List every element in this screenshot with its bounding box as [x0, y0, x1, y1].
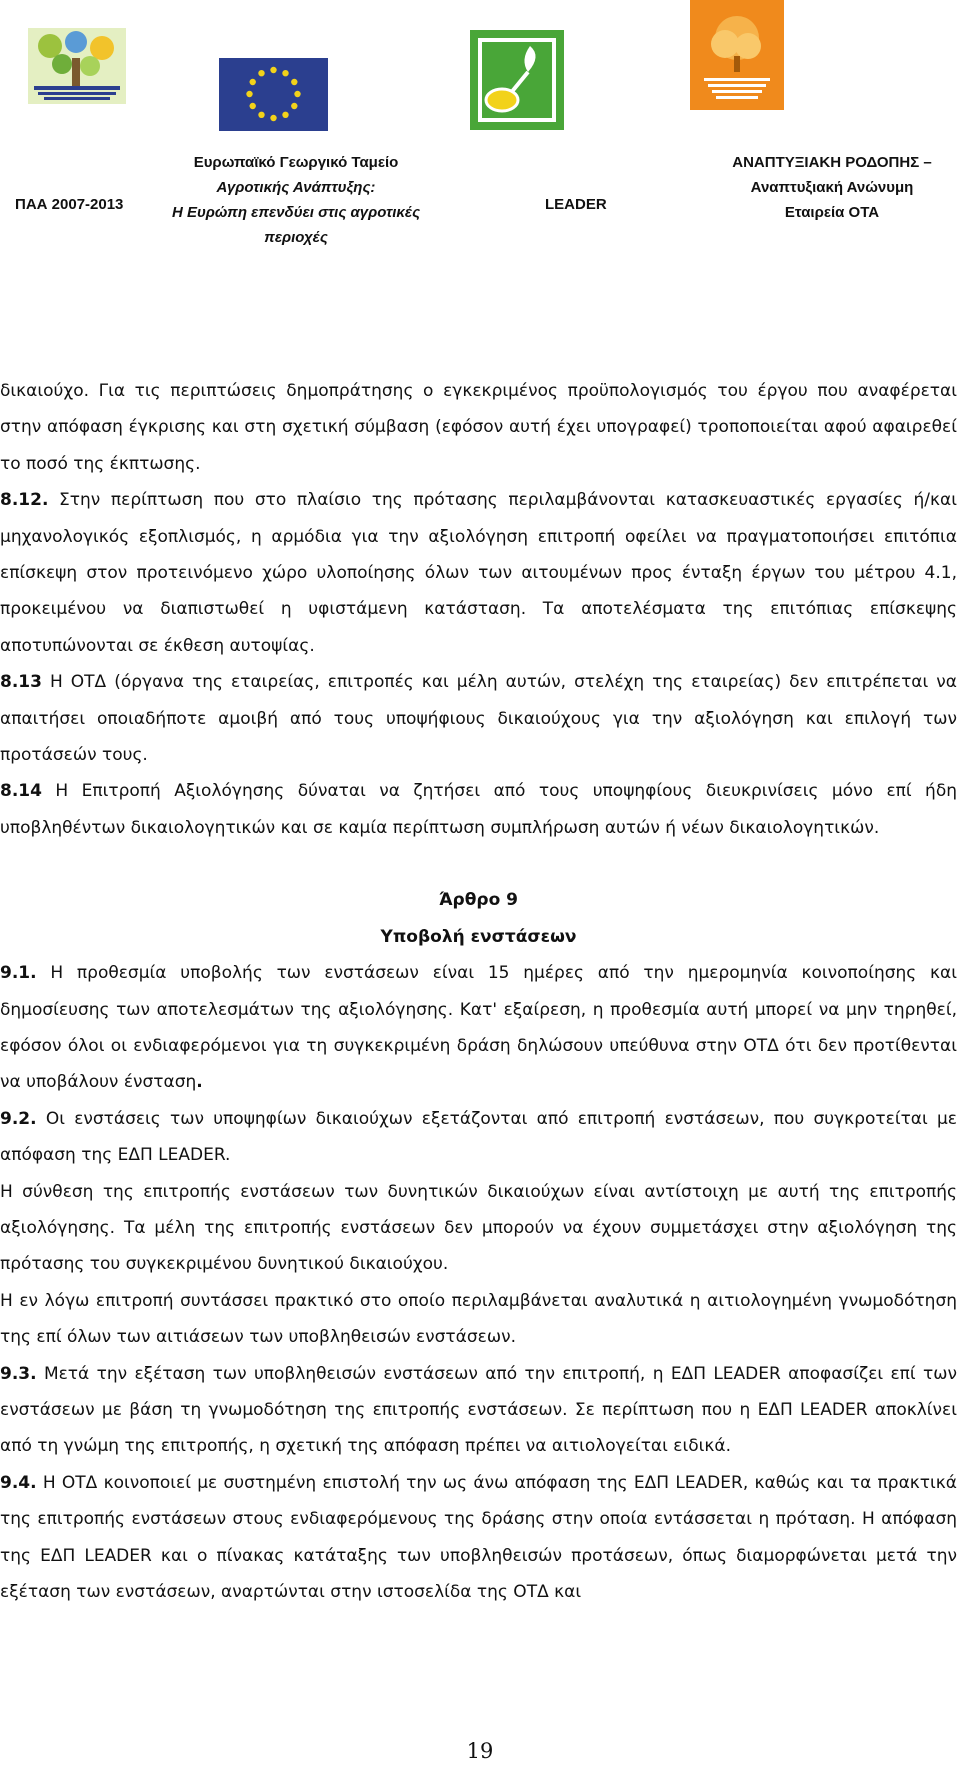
paragraph-9-2-c: Η εν λόγω επιτροπή συντάσσει πρακτικό στο οποίο περιλαμβάνεται αναλυτικά η αιτιολογημένη γνωμοδότηση της επί όλων των αιτιάσεων των υποβληθεισών ενστάσεων.	[0, 1290, 957, 1348]
section-text: Η ΟΤΔ κοινοποιεί με συστημένη επιστολή την ως άνω απόφαση της ΕΔΠ LEADER, καθώς και τα πρακτικά της επιτροπής ενστάσεων στους ενδιαφερόμενους της δράσης στην οποία εντάσσεται η πρόταση. Η απόφαση της ΕΔΠ LEADER και ο πίνακας κατάταξης των υποβληθεισών προτάσεων, όπως διαμορφώνεται μετά την εξέταση των ενστάσεων, αναρτώνται στην ιστοσελίδα της ΟΤΔ και	[0, 1472, 958, 1602]
header-leader-label: LEADER	[545, 196, 607, 213]
section-text: Η προθεσμία υποβολής των ενστάσεων είναι 15 ημέρες από την ημερομηνία κοινοποίησης και δημοσίευσης των αποτελεσμάτων της αξιολόγησης. Κατ' εξαίρεση, η προθεσμία αυτή μπορεί να μην τηρηθεί, εφόσον όλοι οι ενδιαφερόμενοι για τη συγκεκριμένη δράση δηλώσουν υπεύθυνα στην ΟΤΔ ότι δεν προτίθενται να υποβάλουν ένσταση	[0, 963, 958, 1093]
anaptyxiaki-rodopis-logo	[690, 0, 784, 110]
header-adp-label	[712, 150, 952, 225]
header-eagff-label	[171, 150, 421, 250]
paragraph-continuation: δικαιούχο. Για τις περιπτώσεις δημοπράτησης ο εγκεκριμένος προϋπολογισμός του έργου που αναφέρεται στην απόφαση έγκρισης και στη σχετική σύμβαση (εφόσον αυτή έχει υπογραφεί) τροποποιείται αφού αφαιρεθεί το ποσό της έκπτωσης.	[0, 381, 957, 474]
section-number: 8.12.	[0, 490, 49, 511]
leader-logo	[470, 30, 564, 130]
header-adp-line-3: Εταιρεία ΟΤΑ	[784, 204, 880, 221]
section-8-13	[0, 664, 957, 773]
section-text: Οι ενστάσεις των υποψηφίων δικαιούχων εξετάζονται από επιτροπή ενστάσεων, που συγκροτείται με απόφαση της ΕΔΠ LEADER.	[0, 1108, 957, 1166]
section-number: 9.2.	[0, 1108, 37, 1129]
header-eagff-line-2: Αγροτικής Ανάπτυξης:	[216, 179, 376, 196]
section-text: Στην περίπτωση που στο πλαίσιο της πρότασης περιλαμβάνονται κατασκευαστικές εργασίες ή/και μηχανολογικός εξοπλισμός, η αρμόδια για την αξιολόγηση επιτροπή οφείλει να πραγματοποιήσει επιτόπια επίσκεψη στον προτεινόμενο χώρο υλοποίησης όλων των αιτουμένων προς ένταξη έργων του μέτρου 4.1, προκειμένου να διαπιστωθεί η υφιστάμενη κατάσταση. Τα αποτελέσματα της επιτόπιας επίσκεψης αποτυπώνονται σε έκθεση αυτοψίας.	[0, 490, 958, 656]
header-eagff-line-3: Η Ευρώπη επενδύει στις αγροτικές	[171, 204, 421, 221]
section-text: Μετά την εξέταση των υποβληθεισών ενστάσεων από την επιτροπή, η ΕΔΠ LEADER αποφασίζει επί των ενστάσεων με βάση τη γνωμοδότηση της επιτροπής ενστάσεων. Σε περίπτωση που η ΕΔΠ LEADER αποκλίνει από τη γνώμη της επιτροπής, η σχετική της απόφαση πρέπει να αιτιολογείται ειδικά.	[0, 1363, 957, 1457]
section-8-12	[0, 482, 957, 664]
section-number: 9.4.	[0, 1472, 37, 1493]
section-end: .	[196, 1072, 203, 1093]
section-9-2	[0, 1101, 957, 1174]
eu-flag-logo	[219, 58, 328, 131]
section-number: 9.1.	[0, 963, 37, 984]
header-adp-line-2: Αναπτυξιακή Ανώνυμη	[750, 179, 914, 196]
section-9-4	[0, 1465, 957, 1611]
section-9-3	[0, 1356, 957, 1465]
section-number: 9.3.	[0, 1363, 37, 1384]
article-title: Άρθρο 9	[439, 890, 518, 911]
header-adp-line-1: ΑΝΑΠΤΥΞΙΑΚΗ ΡΟΔΟΠΗΣ –	[732, 154, 932, 171]
section-number: 8.14	[0, 781, 42, 802]
rural-development-programme-logo	[28, 28, 126, 104]
section-number: 8.13	[0, 672, 42, 693]
section-text: Η Επιτροπή Αξιολόγησης δύναται να ζητήσει από τους υποψηφίους διευκρινίσεις μόνο επί ήδη υποβληθέντων δικαιολογητικών και σε καμία περίπτωση συμπλήρωση αυτών ή νέων δικαιολογητικών.	[0, 781, 957, 838]
document-body	[0, 373, 957, 1610]
header-eagff-line-1: Ευρωπαϊκό Γεωργικό Ταμείο	[193, 154, 399, 171]
page-number: 19	[466, 1739, 494, 1763]
header-paa-label: ΠΑΑ 2007-2013	[15, 196, 124, 213]
header-eagff-line-4: περιοχές	[264, 229, 328, 246]
article-subtitle: Υποβολή ενστάσεων	[380, 926, 577, 947]
paragraph-9-2-b: Η σύνθεση της επιτροπής ενστάσεων των δυνητικών δικαιούχων είναι αντίστοιχη με αυτή της επιτροπής αξιολόγησης. Τα μέλη της επιτροπής ενστάσεων δεν μπορούν να έχουν συμμετάσχει στην αξιολόγηση της πρότασης του συγκεκριμένου δυνητικού δικαιούχου.	[0, 1181, 957, 1275]
section-text: Η ΟΤΔ (όργανα της εταιρείας, επιτροπές και μέλη αυτών, στελέχη της εταιρείας) δεν επιτρέπεται να απαιτήσει οποιαδήποτε αμοιβή από τους υποψήφιους δικαιούχους για την αξιολόγηση και επιλογή των προτάσεών τους.	[0, 672, 957, 766]
spacer	[0, 846, 957, 882]
page-header	[0, 0, 960, 260]
section-8-14	[0, 773, 957, 846]
section-9-1	[0, 955, 957, 1101]
